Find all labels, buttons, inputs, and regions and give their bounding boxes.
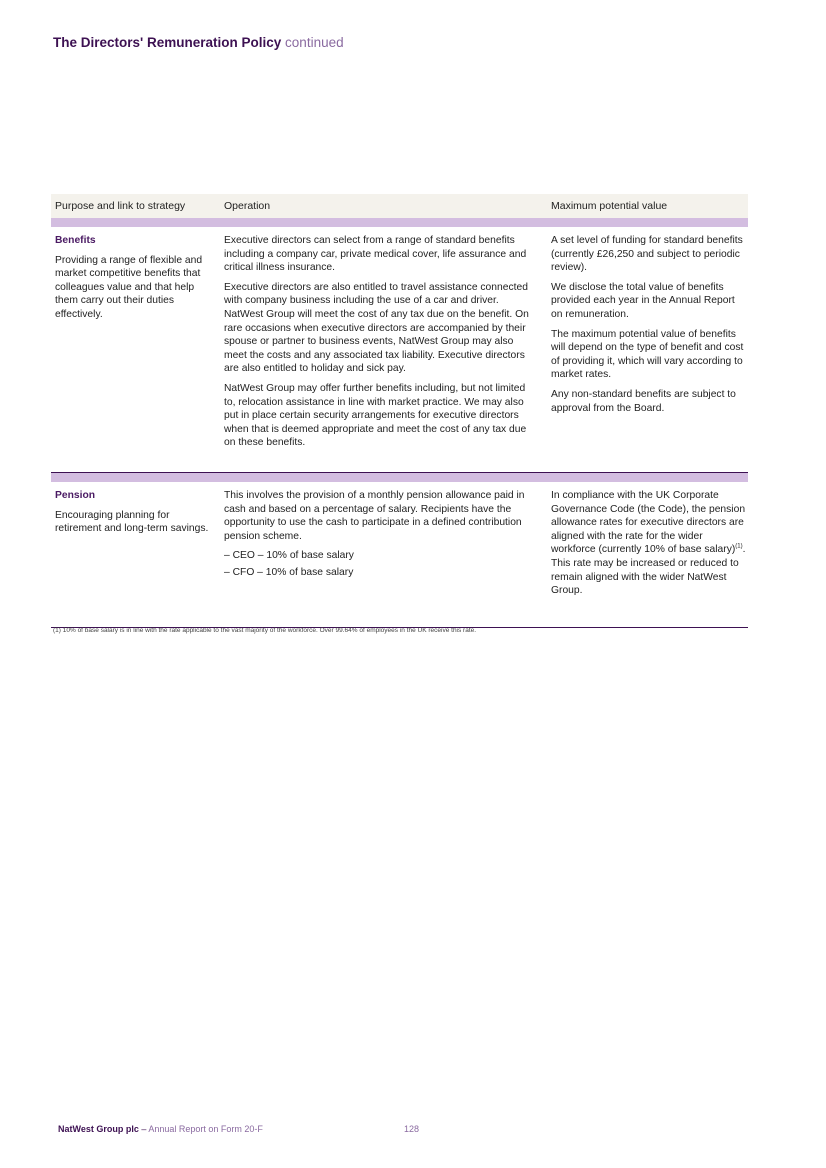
table-divider-bar-2 [51,473,748,482]
benefits-operation-2: Executive directors are also entitled to travel assistance connected with company business including the use of a car and driver. NatWest Group will meet the cost of any tax due on the benefit. On rare occasions when executive directors are accompanied by their spouse or partner to business events, NatWest Group may also meet the costs and any associated tax liability. Executive directors are also entitled to holiday and sick pay. [224,281,529,375]
page-title [53,35,344,50]
benefits-purpose: Providing a range of flexible and market competitive benefits that colleagues value and that help them carry out their duties effectively. [55,254,203,320]
pension-operation-list [224,549,536,579]
remuneration-table [51,194,748,628]
footnote: (1) 10% of base salary is in line with the rate applicable to the vast majority of the workforce. Over 99.64% of employees in the UK receive this rate. [53,627,477,634]
benefits-operation-1: Executive directors can select from a range of standard benefits including a company car, private medical cover, life assurance and critical illness insurance. [224,235,527,274]
pension-maximum-a: In compliance with the UK Corporate Governance Code (the Code), the pension allowance rates for executive directors are aligned with the rate for the wider workforce (currently 10% of base salary) [551,490,746,556]
column-header-operation: Operation [224,200,271,212]
pension-maximum-b: . This rate may be increased or reduced to remain aligned with the wider NatWest Group. [551,544,746,597]
footer-company: NatWest Group plc [58,1124,139,1134]
pension-operation-text: This involves the provision of a monthly pension allowance paid in cash and based on a percentage of salary. Recipients have the opportunity to use the cash to participate in a defined contribution pension scheme. [224,490,525,542]
page-title-continued: continued [285,35,344,50]
list-item: – CEO – 10% of base salary [224,550,354,562]
pension-purpose-cell [55,489,215,542]
footer-separator: – [138,1124,149,1134]
table-header [51,194,748,218]
column-header-purpose: Purpose and link to strategy [55,200,186,212]
page-footer [58,1124,263,1134]
benefits-maximum-cell [551,234,747,421]
footer-subtitle: Annual Report on Form 20-F [148,1124,263,1134]
pension-maximum-cell [551,489,747,604]
table-row-benefits [51,227,748,473]
page-number: 128 [404,1124,420,1134]
benefits-operation-3: NatWest Group may offer further benefits including, but not limited to, relocation assistance in line with market practice. We may also put in place certain security arrangements for executive directors when that is deemed appropriate and meet the cost of any tax due on these benefits. [224,382,527,449]
page-title-text: The Directors' Remuneration Policy [53,35,282,50]
benefits-operation-cell [224,234,536,456]
benefits-purpose-cell [55,234,215,328]
column-header-maximum: Maximum potential value [551,200,668,212]
benefits-maximum-4: Any non-standard benefits are subject to approval from the Board. [551,388,736,414]
benefits-maximum-2: We disclose the total value of benefits provided each year in the Annual Report on remuneration. [551,281,735,320]
table-row-pension [51,482,748,628]
benefits-title: Benefits [55,235,96,246]
benefits-maximum-3: The maximum potential value of benefits will depend on the type of benefit and cost of providing it, which will vary according to market rates. [551,328,744,381]
list-item: – CFO – 10% of base salary [224,566,354,578]
pension-title: Pension [55,490,96,501]
pension-purpose: Encouraging planning for retirement and long-term savings. [55,509,209,535]
footnote-ref: (1) [735,543,743,550]
pension-operation-cell [224,489,536,583]
benefits-maximum-1: A set level of funding for standard benefits (currently £26,250 and subject to periodic review). [551,235,743,274]
table-divider-bar [51,218,748,227]
